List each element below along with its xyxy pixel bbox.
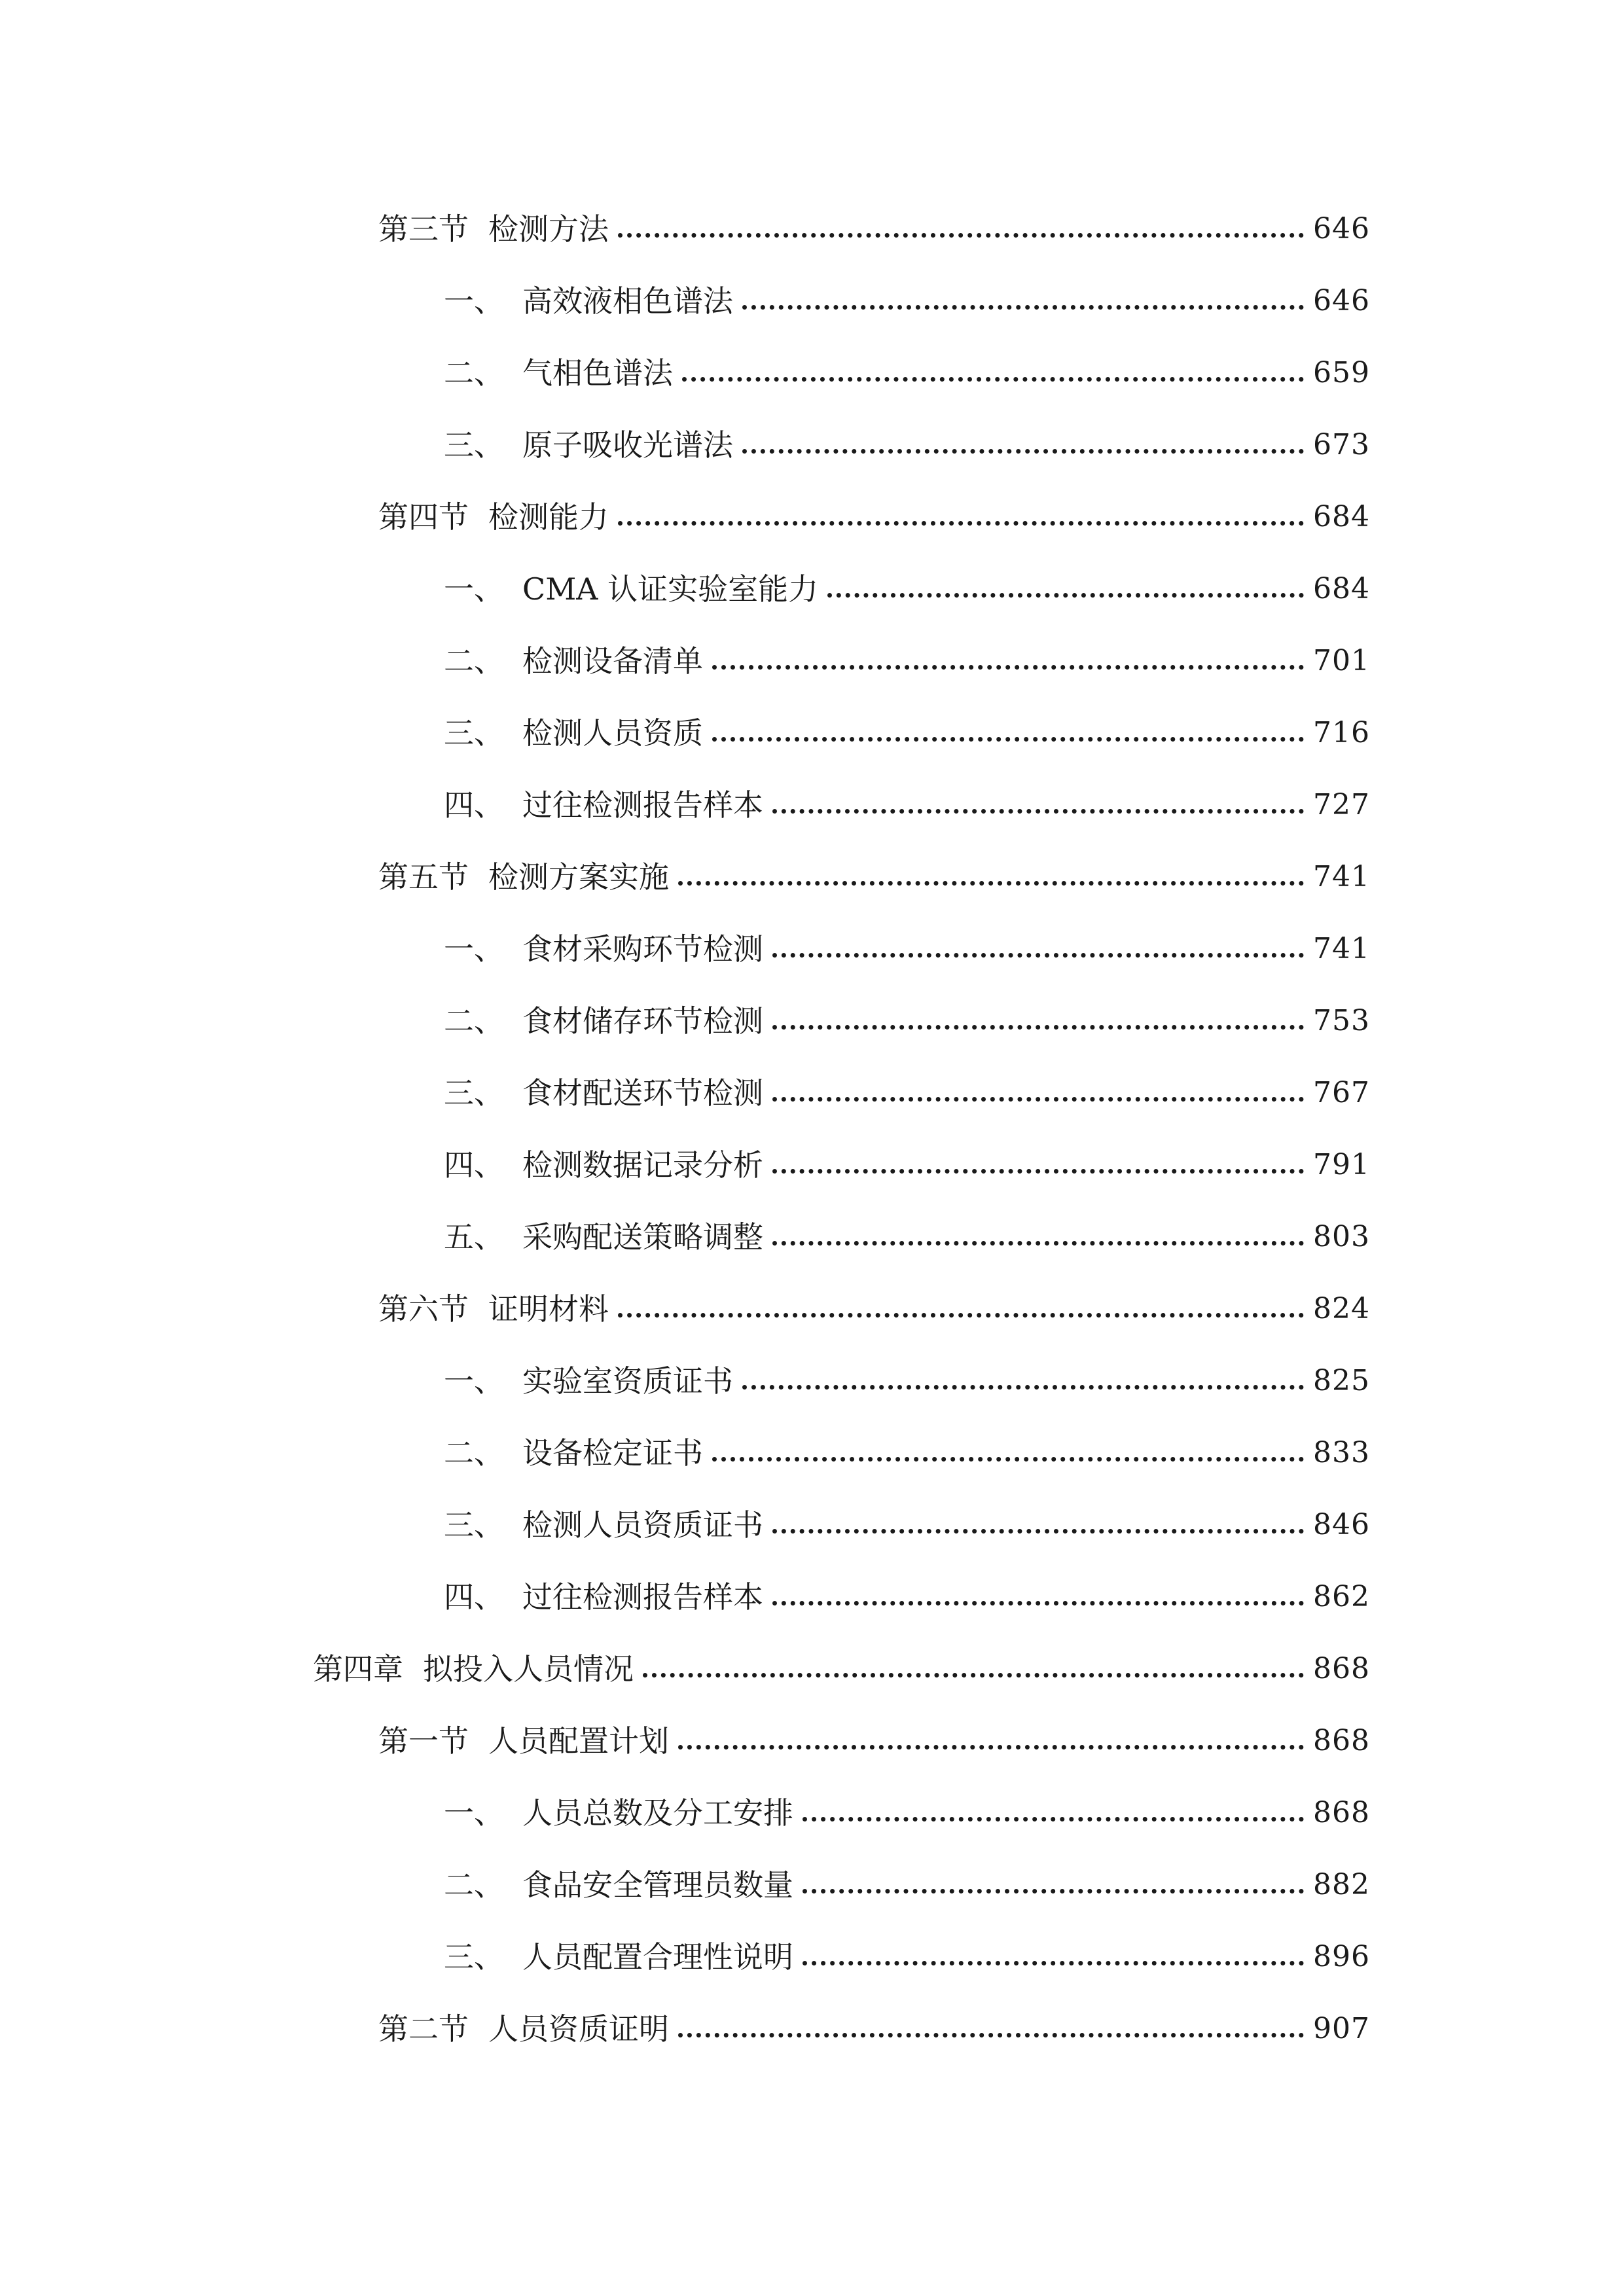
- toc-entry-number: 一、: [444, 931, 504, 967]
- toc-entry[interactable]: [444, 1430, 1370, 1476]
- toc-entry-page: 907: [1313, 2012, 1370, 2045]
- toc-entry-number: 二、: [444, 643, 504, 679]
- toc-entry-page: 646: [1313, 212, 1370, 245]
- toc-entry-number: 第四节: [378, 499, 469, 535]
- dot-leader: [712, 737, 1304, 742]
- toc-entry[interactable]: [378, 206, 1370, 252]
- dot-leader: [678, 1745, 1304, 1749]
- toc-entry[interactable]: [444, 998, 1370, 1044]
- dot-leader: [618, 521, 1304, 526]
- toc-entry[interactable]: [444, 782, 1370, 828]
- dot-leader: [772, 1601, 1304, 1605]
- toc-entry-number: 三、: [444, 1075, 504, 1111]
- toc-entry-page: 896: [1313, 1940, 1370, 1973]
- toc-entry-page: 659: [1313, 356, 1370, 389]
- toc-entry-title: 检测能力: [488, 499, 609, 535]
- toc-entry-number: 二、: [444, 1435, 504, 1471]
- toc-entry[interactable]: [444, 350, 1370, 396]
- dot-leader: [682, 377, 1304, 382]
- toc-entry-number: 第六节: [378, 1291, 469, 1327]
- toc-entry[interactable]: [444, 710, 1370, 756]
- toc-entry-page: 741: [1313, 932, 1370, 965]
- toc-entry-page: 673: [1313, 428, 1370, 461]
- dot-leader: [678, 881, 1304, 886]
- toc-entry[interactable]: [378, 2006, 1370, 2052]
- toc-entry-number: 三、: [444, 715, 504, 751]
- toc-entry-title: 人员配置计划: [488, 1723, 669, 1759]
- toc-entry-title: 检测人员资质证书: [522, 1507, 763, 1543]
- toc-entry[interactable]: [444, 1214, 1370, 1260]
- toc-entry-title: 人员资质证明: [488, 2011, 669, 2047]
- toc-entry[interactable]: [444, 1862, 1370, 1908]
- toc-entry-number: 第三节: [378, 211, 469, 247]
- toc-entry-page: 868: [1313, 1796, 1370, 1829]
- dot-leader: [772, 1529, 1304, 1534]
- toc-entry-page: 868: [1313, 1724, 1370, 1757]
- toc-entry-page: 753: [1313, 1004, 1370, 1037]
- dot-leader: [643, 1673, 1304, 1677]
- toc-entry[interactable]: [444, 566, 1370, 612]
- dot-leader: [618, 233, 1304, 238]
- toc-entry-number: 一、: [444, 283, 504, 319]
- dot-leader: [803, 1817, 1304, 1821]
- dot-leader: [772, 1241, 1304, 1246]
- toc-entry[interactable]: [313, 1646, 1370, 1692]
- toc-entry[interactable]: [444, 278, 1370, 324]
- dot-leader: [772, 1169, 1304, 1174]
- toc-entry-number: 四、: [444, 1147, 504, 1183]
- toc-entry-page: 833: [1313, 1436, 1370, 1469]
- toc-entry-title: 检测数据记录分析: [522, 1147, 763, 1183]
- dot-leader: [772, 1097, 1304, 1102]
- toc-entry-title: 拟投入人员情况: [423, 1651, 634, 1687]
- toc-entry-title: 过往检测报告样本: [522, 787, 763, 823]
- toc-entry-title: 原子吸收光谱法: [522, 427, 733, 463]
- dot-leader: [772, 809, 1304, 814]
- toc-entry-title: 采购配送策略调整: [522, 1219, 763, 1255]
- toc-entry-title: 检测方案实施: [488, 859, 669, 895]
- toc-entry-page: 791: [1313, 1148, 1370, 1181]
- toc-entry[interactable]: [378, 494, 1370, 540]
- toc-entry-page: 684: [1313, 500, 1370, 533]
- toc-entry-number: 四、: [444, 787, 504, 823]
- toc-entry-title: 设备检定证书: [522, 1435, 703, 1471]
- toc-entry-number: 第二节: [378, 2011, 469, 2047]
- toc-entry-page: 767: [1313, 1076, 1370, 1109]
- toc-entry-number: 第一节: [378, 1723, 469, 1759]
- toc-entry-title: 检测设备清单: [522, 643, 703, 679]
- dot-leader: [712, 1457, 1304, 1462]
- toc-entry[interactable]: [444, 1142, 1370, 1188]
- toc-entry-number: 四、: [444, 1579, 504, 1615]
- toc-entry-title: 食材储存环节检测: [522, 1003, 763, 1039]
- dot-leader: [618, 1313, 1304, 1318]
- toc-entry-title: 证明材料: [488, 1291, 609, 1327]
- toc-entry-number: 第五节: [378, 859, 469, 895]
- toc-entry-title: 高效液相色谱法: [522, 283, 733, 319]
- toc-entry-number: 三、: [444, 1507, 504, 1543]
- toc-entry[interactable]: [444, 1934, 1370, 1980]
- toc-entry-title: 人员配置合理性说明: [522, 1939, 793, 1975]
- toc-entry-page: 646: [1313, 284, 1370, 317]
- dot-leader: [742, 305, 1304, 310]
- toc-entry-title: 人员总数及分工安排: [522, 1795, 793, 1831]
- toc-entry-number: 一、: [444, 1795, 504, 1831]
- toc-entry[interactable]: [378, 854, 1370, 900]
- toc-entry-title: 检测方法: [488, 211, 609, 247]
- dot-leader: [712, 665, 1304, 670]
- dot-leader: [678, 2033, 1304, 2037]
- toc-entry-number: 二、: [444, 355, 504, 391]
- dot-leader: [803, 1889, 1304, 1893]
- toc-entry-number: 二、: [444, 1003, 504, 1039]
- toc-entry-number: 五、: [444, 1219, 504, 1255]
- toc-entry-title: 过往检测报告样本: [522, 1579, 763, 1615]
- toc-entry-page: 882: [1313, 1868, 1370, 1901]
- toc-entry-page: 684: [1313, 572, 1370, 605]
- toc-entry-title: 气相色谱法: [522, 355, 673, 391]
- toc-entry-title: 食材采购环节检测: [522, 931, 763, 967]
- toc-entry-page: 862: [1313, 1580, 1370, 1613]
- toc-entry-number: 一、: [444, 1363, 504, 1399]
- toc-entry[interactable]: [378, 1286, 1370, 1332]
- toc-entry[interactable]: [444, 1070, 1370, 1116]
- toc-entry-number: 三、: [444, 427, 504, 463]
- toc-entry-page: 825: [1313, 1364, 1370, 1397]
- toc-entry-number: 第四章: [313, 1651, 403, 1687]
- toc-entry-title: CMA 认证实验室能力: [522, 571, 819, 607]
- toc-entry-number: 二、: [444, 1867, 504, 1903]
- toc-entry[interactable]: [378, 1718, 1370, 1764]
- toc-entry-title: 检测人员资质: [522, 715, 703, 751]
- toc-entry[interactable]: [444, 926, 1370, 972]
- toc-entry[interactable]: [444, 1790, 1370, 1836]
- toc-entry[interactable]: [444, 422, 1370, 468]
- dot-leader: [803, 1961, 1304, 1965]
- toc-entry[interactable]: [444, 1574, 1370, 1620]
- toc-entry-page: 701: [1313, 644, 1370, 677]
- toc-entry-page: 824: [1313, 1292, 1370, 1325]
- toc-entry[interactable]: [444, 1502, 1370, 1548]
- toc-entry-page: 803: [1313, 1220, 1370, 1253]
- toc-entry-page: 741: [1313, 860, 1370, 893]
- toc-entry-title: 食材配送环节检测: [522, 1075, 763, 1111]
- toc-entry-page: 868: [1313, 1652, 1370, 1685]
- dot-leader: [742, 1385, 1304, 1390]
- dot-leader: [772, 1025, 1304, 1030]
- toc-entry-title: 实验室资质证书: [522, 1363, 733, 1399]
- toc-entry-number: 一、: [444, 571, 504, 607]
- toc-entry-title: 食品安全管理员数量: [522, 1867, 793, 1903]
- toc-entry-page: 727: [1313, 788, 1370, 821]
- toc-entry[interactable]: [444, 1358, 1370, 1404]
- dot-leader: [772, 953, 1304, 958]
- toc-entry-page: 846: [1313, 1508, 1370, 1541]
- toc-entry[interactable]: [444, 638, 1370, 684]
- dot-leader: [827, 593, 1304, 598]
- toc-entry-page: 716: [1313, 716, 1370, 749]
- dot-leader: [742, 449, 1304, 454]
- toc-entry-number: 三、: [444, 1939, 504, 1975]
